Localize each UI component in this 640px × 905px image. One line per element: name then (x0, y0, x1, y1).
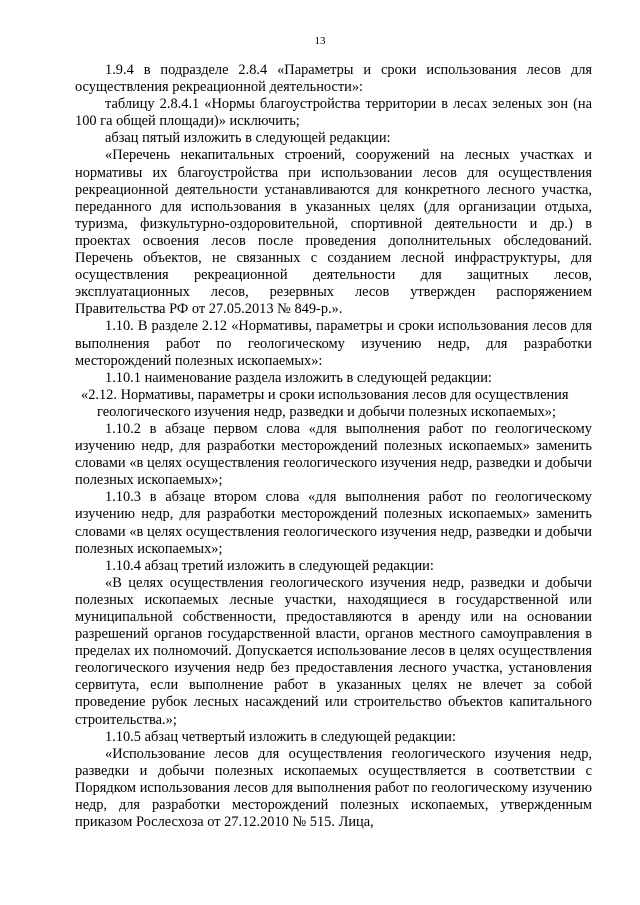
paragraph-1-10-1: 1.10.1 наименование раздела изложить в следующей редакции: (105, 369, 492, 386)
paragraph-table-exclusion: таблицу 2.8.4.1 «Нормы благоустройства территории в лесах зеленых зон (на 100 га общей площади)» исключить; (75, 96, 592, 130)
paragraph-1-9-4: 1.9.4 в подразделе 2.8.4 «Параметры и сроки использования лесов для осуществления рекреационной деятельности»: (75, 62, 592, 96)
quote-section-heading (75, 387, 592, 421)
paragraph-quote-recreation: «Перечень некапитальных строений, сооружений на лесных участках и нормативы их благоустройства при использовании лесов для осуществления рекреационной деятельности устанавливаются для конкретного лесного участка, переданного для использования в указанных целях (для организации отдыха, туризма, физкультурно-оздоровительной, спортивной деятельности и др.) в проектах освоения лесов после проведения дополнительных обследований. Перечень объектов, не связанных с созданием лесной инфраструктуры, для осуществления рекреационной деятельности для защитных лесов, эксплуатационных лесов, резервных лесов утвержден распоряжением Правительства РФ от 27.05.2013 № 849-р.». (75, 147, 592, 318)
paragraph-1-10-4: 1.10.4 абзац третий изложить в следующей редакции: (105, 557, 434, 574)
paragraph-1-10-2: 1.10.2 в абзаце первом слова «для выполнения работ по геологическому изучению недр, для разработки месторождений полезных ископаемых» заменить словами «в целях осуществления геологического изучения недр, разведки и добычи полезных ископаемых»; (75, 420, 592, 489)
paragraph-1-10: 1.10. В разделе 2.12 «Нормативы, параметры и сроки использования лесов для выполнения работ по геологическому изучению недр, для разработки месторождений полезных ископаемых»: (75, 318, 592, 369)
paragraph-1-10-5: 1.10.5 абзац четвертый изложить в следующей редакции: (105, 728, 456, 745)
paragraph-quote-geology: «В целях осуществления геологического изучения недр, разведки и добычи полезных ископаемых лесные участки, находящиеся в государственной или муниципальной собственности, предоставляются в аренду или на основании разрешений органов государственной власти, органов местного самоуправления в пределах их полномочий. Допускается использование лесов в целях осуществления геологического изучения недр без предоставления лесного участка, установления сервитута, если выполнение работ в указанных целях не влечет за собой проведение рубок лесных насаждений или строительство объектов капитального строительства.»; (75, 574, 592, 728)
document-body (75, 62, 592, 831)
page-number: 13 (314, 35, 326, 47)
quote-section-heading-line-2: геологического изучения недр, разведки и добычи полезных ископаемых»; (97, 403, 556, 420)
quote-section-heading-line-1: «2.12. Нормативы, параметры и сроки использования лесов для осуществления (81, 386, 569, 403)
paragraph-1-10-3: 1.10.3 в абзаце втором слова «для выполнения работ по геологическому изучению недр, для разработки месторождений полезных ископаемых» заменить словами «в целях осуществления геологического изучения недр, разведки и добычи полезных ископаемых»; (75, 489, 592, 557)
paragraph-abzac-five: абзац пятый изложить в следующей редакции: (105, 130, 391, 147)
paragraph-quote-usage: «Использование лесов для осуществления геологического изучения недр, разведки и добычи полезных ископаемых осуществляется в соответствии с Порядком использования лесов для выполнения работ по геологическому изучению недр, для разработки месторождений полезных ископаемых, утвержденным приказом Рослесхоза от 27.12.2010 № 515. Лица, (75, 745, 592, 831)
